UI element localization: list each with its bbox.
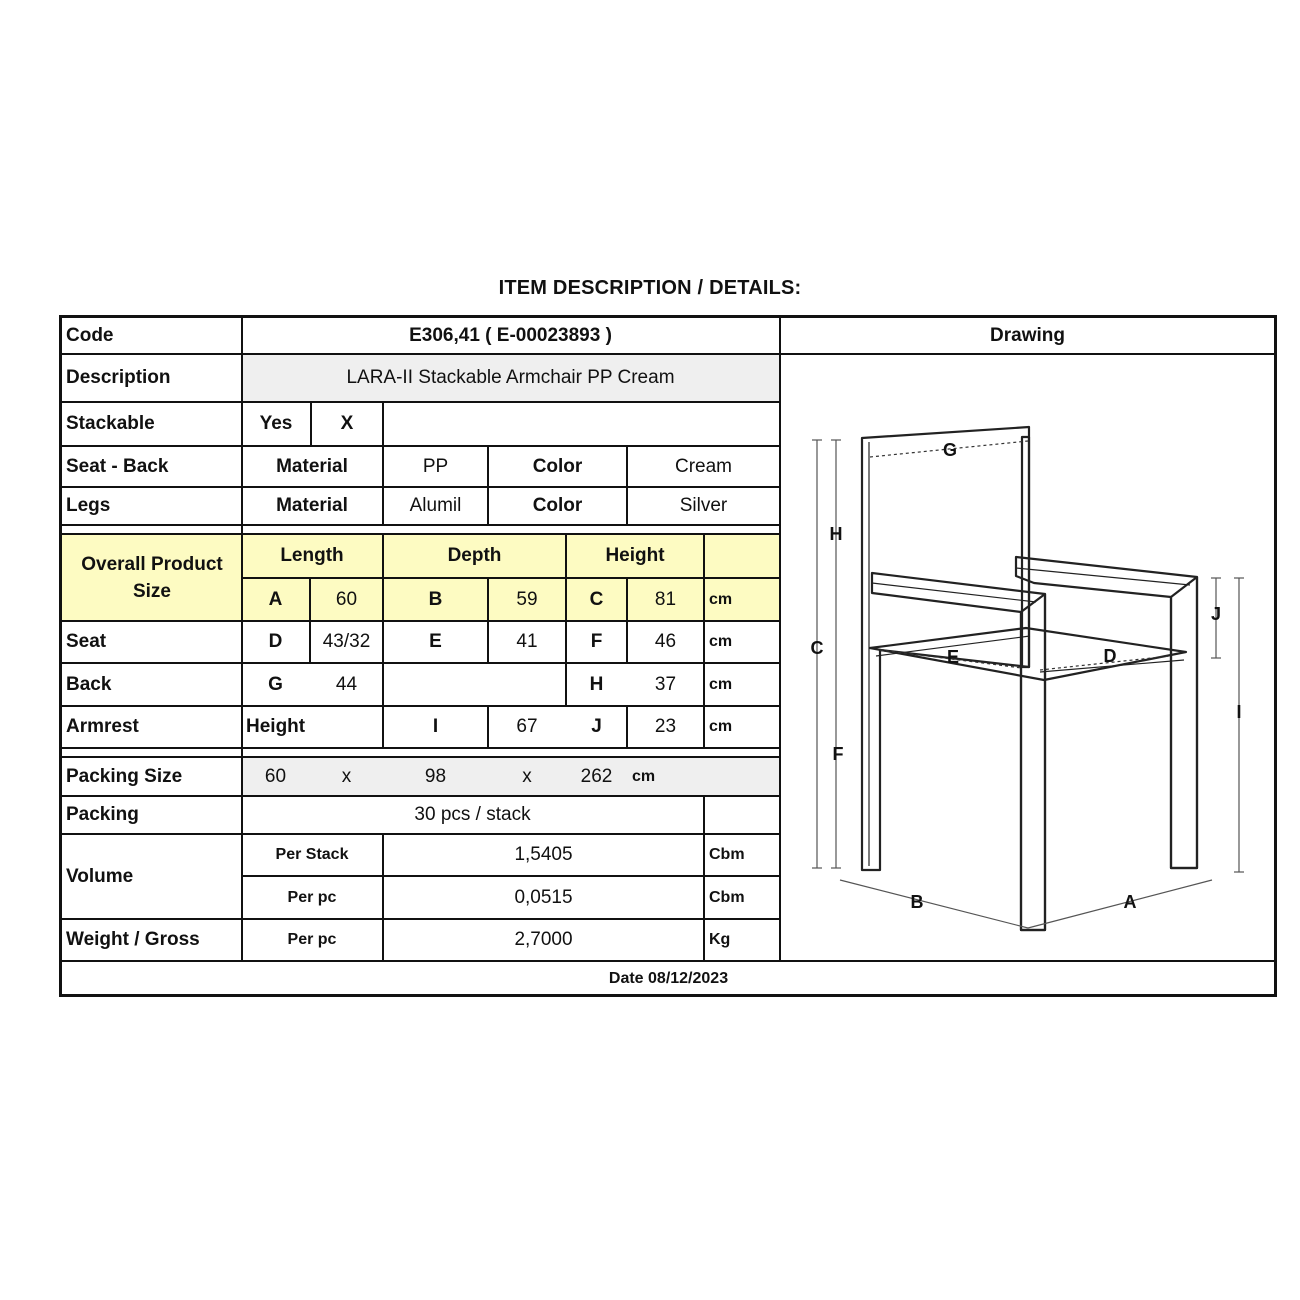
dim-d-value: 43/32	[322, 631, 371, 652]
armrest-height-label: Height	[246, 716, 306, 737]
overall-size-label: Overall Product Size	[81, 553, 223, 602]
stackable-answer: Yes	[259, 413, 293, 434]
packing-size-x2: x	[522, 765, 532, 787]
weight-unit: Kg	[709, 931, 731, 948]
front-left-leg	[1021, 594, 1045, 930]
date-footer: Date 08/12/2023	[608, 969, 729, 987]
seat-back-material: PP	[422, 455, 449, 477]
seat-back-color: Cream	[674, 455, 732, 477]
seat-label: Seat	[66, 631, 107, 652]
drawing-letter-b: B	[910, 892, 924, 912]
back-label: Back	[66, 673, 112, 695]
dim-d-letter: D	[268, 631, 283, 652]
dim-h-value: 37	[654, 673, 677, 695]
dim-c-letter: C	[589, 588, 604, 610]
length-header: Length	[280, 545, 344, 566]
drawing-letter-j: J	[1210, 604, 1222, 624]
packing-size-width: 98	[424, 765, 447, 787]
back-unit: cm	[709, 675, 733, 693]
legs-color-label: Color	[532, 495, 583, 516]
height-header: Height	[605, 545, 665, 566]
dim-h-letter: H	[589, 673, 604, 695]
packing-size-unit: cm	[632, 767, 656, 785]
drawing-letter-c: C	[810, 638, 824, 658]
code-value: E306,41 ( E-00023893 )	[409, 324, 612, 346]
volume-per-stack-label: Per Stack	[275, 846, 349, 863]
dim-b-letter: B	[428, 588, 443, 610]
dim-i-letter: I	[432, 716, 439, 737]
packing-size-height: 262	[580, 765, 613, 787]
front-right-leg	[1171, 577, 1197, 868]
dim-a-letter: A	[268, 588, 283, 610]
depth-header: Depth	[447, 545, 502, 566]
packing-value: 30 pcs / stack	[414, 804, 531, 825]
overall-unit: cm	[709, 590, 733, 608]
packing-size-x1: x	[341, 765, 352, 787]
dim-g-letter: G	[268, 673, 283, 695]
seat-back-label: Seat - Back	[66, 455, 169, 477]
stackable-label: Stackable	[66, 413, 155, 434]
weight-value: 2,7000	[514, 929, 573, 950]
chair-back-frame	[862, 427, 1029, 870]
dim-e-letter: E	[429, 631, 442, 652]
code-label: Code	[66, 324, 114, 346]
page-title: ITEM DESCRIPTION / DETAILS:	[498, 277, 802, 299]
drawing-letter-a: A	[1123, 892, 1137, 912]
dim-e-value: 41	[516, 631, 538, 652]
volume-label: Volume	[66, 865, 134, 887]
armrest-unit: cm	[709, 718, 733, 735]
volume-per-stack: 1,5405	[514, 844, 573, 865]
dim-j-value: 23	[654, 716, 677, 737]
drawing-letter-g: G	[942, 440, 958, 460]
dim-a-value: 60	[335, 588, 358, 610]
seat-back-color-label: Color	[532, 455, 583, 477]
dim-f-letter: F	[590, 631, 603, 652]
weight-per-pc-label: Per pc	[287, 931, 337, 948]
description-value: LARA-II Stackable Armchair PP Cream	[346, 367, 675, 388]
legs-material-label: Material	[276, 495, 348, 516]
legs-label: Legs	[66, 495, 111, 516]
volume-per-pc-label: Per pc	[287, 888, 337, 906]
volume-per-stack-unit: Cbm	[709, 846, 745, 863]
dim-g-value: 44	[335, 673, 358, 695]
dim-i-value: 67	[516, 716, 538, 737]
drawing-letter-e: E	[946, 647, 960, 667]
drawing-letter-h: H	[829, 524, 843, 544]
dim-b-value: 59	[516, 588, 538, 610]
packing-label: Packing	[66, 804, 139, 825]
description-label: Description	[66, 367, 171, 388]
left-armrest	[872, 573, 1045, 930]
drawing-letter-d: D	[1103, 646, 1117, 666]
drawing-letter-i: I	[1236, 702, 1242, 722]
right-armrest	[1016, 557, 1197, 868]
legs-color: Silver	[679, 495, 728, 516]
seat-unit: cm	[709, 633, 733, 650]
armrest-label: Armrest	[66, 716, 139, 737]
drawing-header: Drawing	[990, 324, 1065, 346]
packing-size-length: 60	[264, 765, 287, 787]
volume-per-pc-unit: Cbm	[709, 888, 745, 906]
dim-f-value: 46	[654, 631, 677, 652]
dim-c-value: 81	[654, 588, 677, 610]
dim-j-letter: J	[591, 716, 602, 737]
volume-per-pc: 0,0515	[514, 886, 573, 908]
drawing-letter-f: F	[832, 744, 844, 764]
stackable-mark: X	[340, 413, 354, 434]
seat-back-material-label: Material	[276, 455, 348, 477]
weight-label: Weight / Gross	[66, 929, 200, 950]
packing-size-label: Packing Size	[66, 765, 183, 787]
legs-material: Alumil	[409, 495, 462, 516]
